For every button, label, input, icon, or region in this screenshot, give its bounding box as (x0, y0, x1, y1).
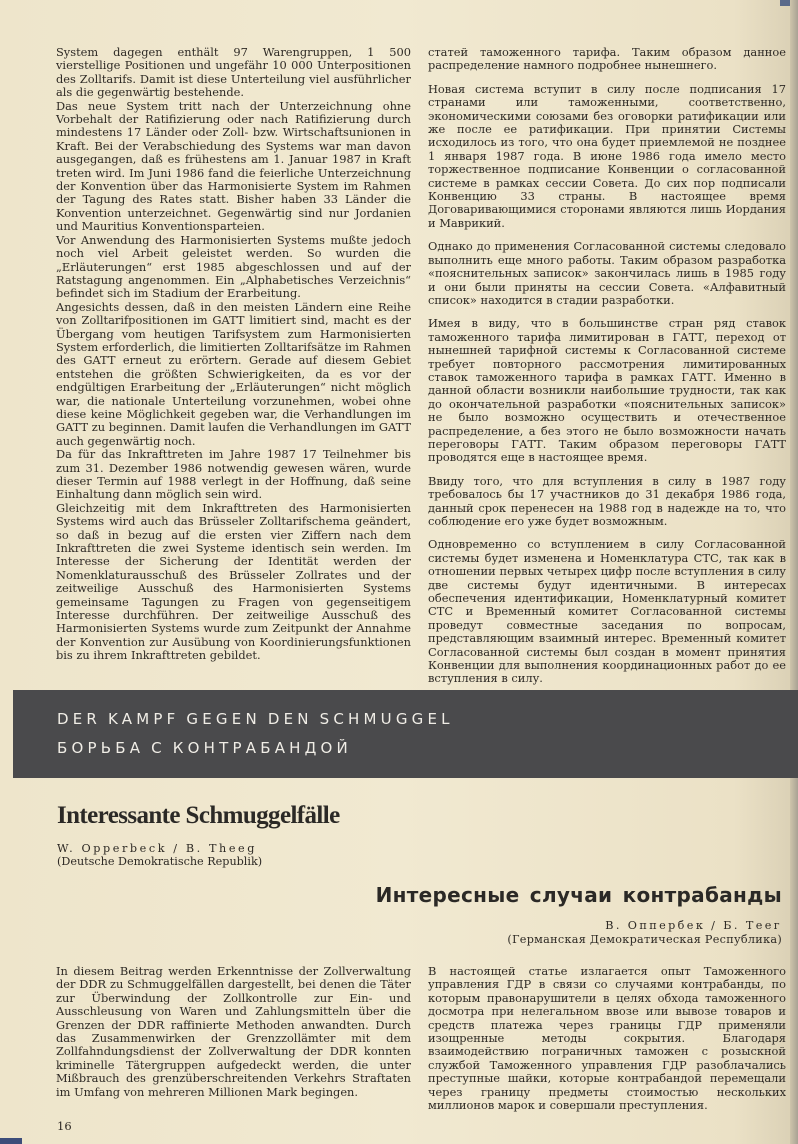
german-paragraph: Gleichzeitig mit dem Inkrafttreten des Harmonisierten Systems wird auch das Brüsseler Zolltarifschema geändert, so daß in bezug auf die ersten vier Ziffern nach dem Inkrafttreten die zwei Systeme identisch sein werden. Im Interesse der Sicherung der Identität werden der Nomenklaturausschuß des Brüsseler Zollrates und der zeitweilige Ausschuß des Harmonisierten Systems gemeinsame Tagungen zu Fragen von gegenseitigem Interesse durchführen. Der zeitweilige Ausschuß des Harmonisierten Systems wurde zum Zeitpunkt der Annahme der Konvention zur Ausübung von Koordinierungsfunktionen bis zu ihrem Inkrafttreten gebildet. (56, 500, 411, 663)
section-band (13, 690, 798, 778)
page-number: 16 (57, 1119, 72, 1133)
german-paragraph: System dagegen enthält 97 Warengruppen, 1 500 vierstellige Positionen und ungefähr 10 000 Unterpositionen des Zolltarifs. Damit ist diese Unterteilung viel ausführlicher als die gegenwärtig bestehende. (56, 45, 411, 100)
german-abstract-text: In diesem Beitrag werden Erkenntnisse der Zollverwaltung der DDR zu Schmuggelfällen dargestellt, bei denen die Täter zur Überwindung der Zollkontrolle zur Ein- und Ausschleusung von Waren und Zahlungsmitteln über die Grenzen der DDR raffinierte Methoden anwandten. Durch das Zusammenwirken der Grenzzollämter mit dem Zollfahndungsdienst der Zollverwaltung der DDR konnten kriminelle Tätergruppen aufgedeckt werden, die unter Mißbrauch des grenzüberschreitenden Verkehrs Straftaten im Umfang von mehreren Millionen Mark begingen. (56, 964, 411, 1099)
russian-paragraph: Имея в виду, что в большинстве стран ряд ставок таможенного тарифа лимитирован в ГАТТ, переход от нынешней тарифной системы к Согласованной системе требует повторного рассмотрения лимитированных ставок таможенного тарифа в рамках ГАТТ. Именно в данной области возникли наибольшие трудности, так как до окончательной разработки «пояснительных записок» не было возможно осуществить и отечественное распределение, а без этого не было возможности начать переговоры ГАТТ. Таким образом переговоры ГАТТ проводятся еще в настоящее время. (428, 316, 786, 465)
german-paragraph: Angesichts dessen, daß in den meisten Ländern eine Reihe von Zolltarifpositionen im GATT limitiert sind, macht es der Übergang vom heutigen Tarifsystem zum Harmonisierten System erforderlich, die limitierten Zolltarifsätze im Rahmen des GATT erneut zu erörtern. Gerade auf diesem Gebiet entstehen die größten Schwierigkeiten, da es vor der endgültigen Erarbeitung der „Erläuterungen“ nicht möglich war, die nationale Unterteilung vorzunehmen, wobei ohne diese keine Möglichkeit gegeben war, die Verhandlungen im GATT zu beginnen. Damit laufen die Verhandlungen im GATT auch gegenwärtig noch. (56, 299, 411, 448)
russian-paragraph: Ввиду того, что для вступления в силу в 1987 году требовалось бы 17 участников до 31 декабря 1986 года, данный срок перенесен на 1988 год в надежде на то, что соблюдение его уже будет возможным. (428, 473, 786, 528)
russian-abstract (428, 965, 786, 1112)
russian-paragraph: Однако до применения Согласованной системы следовало выполнить еще много работы. Таким образом разработка «пояснительных записок» закончилась лишь в 1985 году и они были приняты на сессии Совета. «Алфавитный список» находится в стадии разработки. (428, 239, 786, 307)
page-fold-edge (790, 0, 798, 1144)
german-paragraph: Da für das Inkrafttreten im Jahre 1987 17 Teilnehmer bis zum 31. Dezember 1986 notwendig gewesen wären, wurde dieser Termin auf 1988 verlegt in der Hoffnung, daß seine Einhaltung dann möglich sein wird. (56, 447, 411, 502)
german-column-top (56, 46, 411, 663)
scan-border-bottom (0, 1138, 22, 1144)
russian-column-top (428, 46, 786, 696)
authors-russian: В. Оппербек / Б. Теег (605, 919, 782, 932)
russian-abstract-text: В настоящей статье излагается опыт Таможенного управления ГДР в связи со случаями контрабанды, по которым правонарушители в целях обхода таможенного досмотра при нелегальном ввозе или вывозе товаров и средств платежа через границы ГДР применяли изощренные методы сокрытия. Благодаря взаимодействию пограничных таможен с розыскной службой Таможенного управления ГДР разоблачались преступные шайки, которые контрабандой перемещали через границу предметы стоимостью нескольких миллионов марок и совершали преступления. (428, 964, 786, 1113)
country-german: (Deutsche Demokratische Republik) (57, 855, 263, 868)
country-russian: (Германская Демократическая Республика) (507, 933, 782, 946)
article-title-german: Interessante Schmuggelfälle (57, 802, 340, 829)
section-heading-russian: БОРЬБА С КОНТРАБАНДОЙ (57, 739, 352, 757)
russian-paragraph: статей таможенного тарифа. Таким образом данное распределение намного подробнее нынешнего. (428, 45, 786, 73)
german-abstract (56, 965, 411, 1099)
section-heading-german: DER KAMPF GEGEN DEN SCHMUGGEL (57, 710, 454, 728)
authors-german: W. Opperbeck / B. Theeg (57, 842, 258, 855)
article-title-russian: Интересные случаи контрабанды (375, 883, 782, 907)
german-paragraph: Vor Anwendung des Harmonisierten Systems mußte jedoch noch viel Arbeit geleistet werden. So wurden die „Erläuterungen“ erst 1985 abgeschlossen und auf der Ratstagung angenommen. Ein „Alphabetisches Verzeichnis“ befindet sich im Stadium der Erarbeitung. (56, 232, 411, 301)
german-paragraph: Das neue System tritt nach der Unterzeichnung ohne Vorbehalt der Ratifizierung oder nach Ratifizierung durch mindestens 17 Länder oder Zoll- bzw. Wirtschaftsunionen in Kraft. Bei der Verabschiedung des Systems war man davon ausgegangen, daß es frühestens am 1. Januar 1987 in Kraft treten wird. Im Juni 1986 fand die feierliche Unterzeichnung der Konvention über das Harmonisierte System im Rahmen der Tagung des Rates statt. Bisher haben 33 Länder die Konvention unterzeichnet. Gegenwärtig sind nur Jordanien und Mauritius Konventionsparteien. (56, 98, 411, 234)
russian-paragraph: Одновременно со вступлением в силу Согласованной системы будет изменена и Номенклатура СТС, так как в отношении первых четырех цифр после вступления в силу две системы будут идентичными. В интересах обеспечения идентификации, Номенклатурный комитет СТС и Временный комитет Согласованной системы проведут совместные заседания по вопросам, представляющим взаимный интерес. Временный комитет Согласованной системы был создан в момент принятия Конвенции для выполнения координационных работ до ее вступления в силу. (428, 537, 786, 686)
russian-paragraph: Новая система вступит в силу после подписания 17 странами или таможенными, соответственно, экономическими союзами без оговорки ратификации или же после ее ратификации. При принятии Системы исходилось из того, что она будет приемлемой не позднее 1 января 1987 года. В июне 1986 года имело место торжественное подписание Конвенции о согласованной системе в рамках сессии Совета. До сих пор подписали Конвенцию 33 страны. В настоящее время Договаривающимися сторонами являются лишь Иордания и Маврикий. (428, 81, 786, 230)
